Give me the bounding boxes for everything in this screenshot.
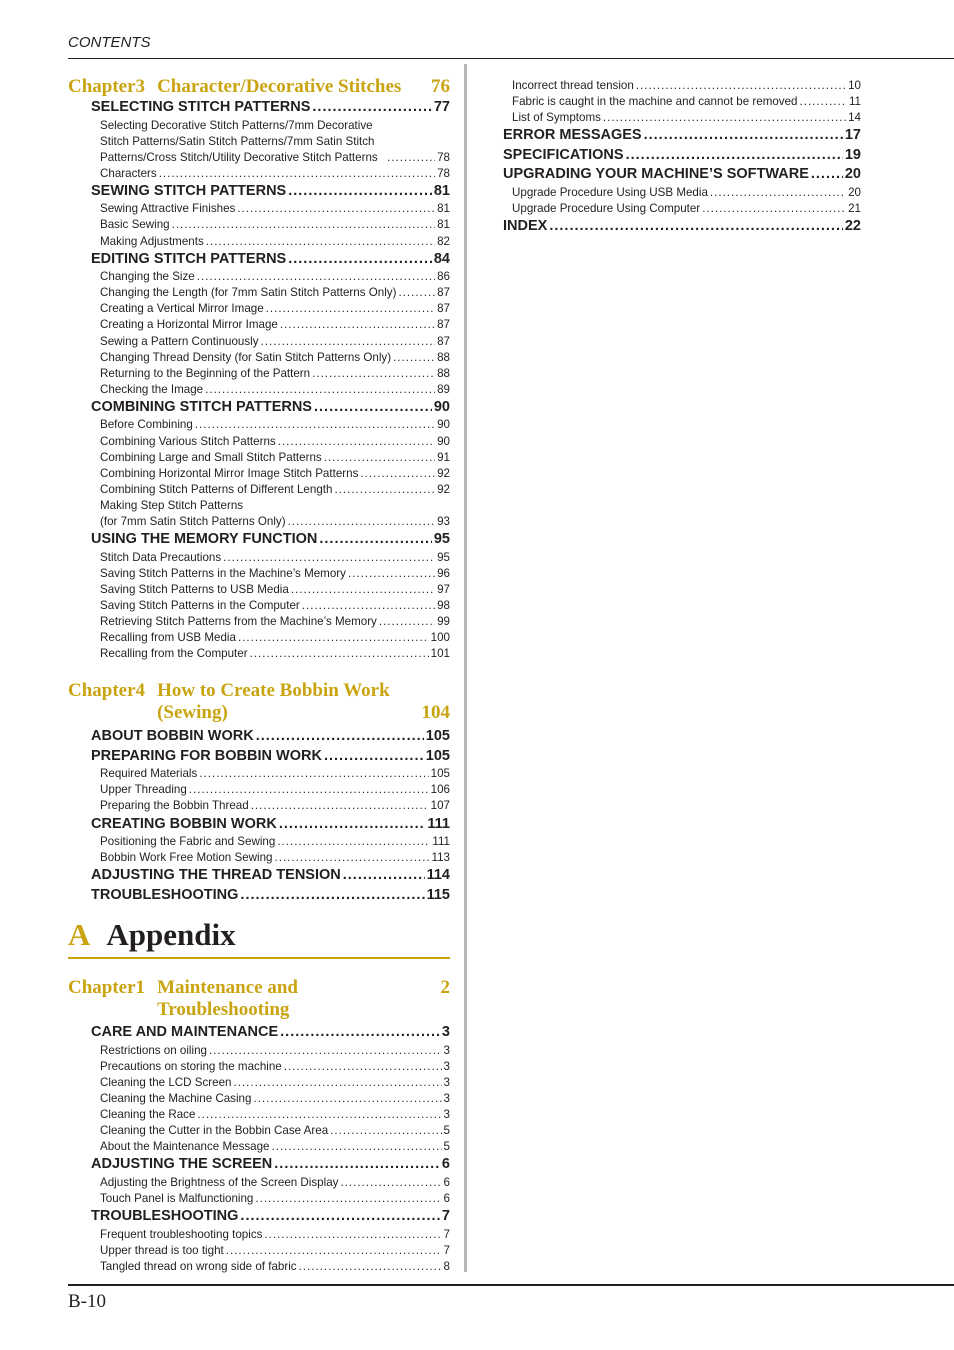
toc-entry[interactable]: Tangled thread on wrong side of fabric ..... 8	[68, 1259, 450, 1275]
header-rule	[68, 58, 954, 59]
toc-entry[interactable]: List of Symptoms ..... 14	[503, 110, 861, 126]
toc-entry[interactable]: Preparing the Bobbin Thread ..... 107	[68, 798, 450, 814]
toc-section[interactable]: SEWING STITCH PATTERNS ..... 81	[68, 182, 450, 202]
toc-entry[interactable]: Combining Horizontal Mirror Image Stitch Patterns ..... 92	[68, 466, 450, 482]
toc-entry[interactable]: Characters ..... 78	[68, 166, 450, 182]
toc-entry[interactable]: (for 7mm Satin Stitch Patterns Only) ..... 93	[68, 514, 450, 530]
toc-entry[interactable]: Upper thread is too tight ..... 7	[68, 1243, 450, 1259]
toc-entry[interactable]: Incorrect thread tension ..... 10	[503, 78, 861, 94]
toc-entry[interactable]: Cleaning the LCD Screen ..... 3	[68, 1075, 450, 1091]
toc-section[interactable]: CREATING BOBBIN WORK ..... 111	[68, 815, 450, 835]
appendix-title: Appendix	[106, 917, 236, 953]
toc-entry[interactable]: Combining Various Stitch Patterns ..... 90	[68, 434, 450, 450]
toc-section[interactable]: SPECIFICATIONS ..... 19	[503, 146, 861, 166]
toc-entry[interactable]: Combining Stitch Patterns of Different Length ..... 92	[68, 482, 450, 498]
toc-section[interactable]: CARE AND MAINTENANCE ..... 3	[68, 1023, 450, 1043]
toc-entry[interactable]: Making Adjustments ..... 82	[68, 234, 450, 250]
running-header: CONTENTS	[68, 34, 151, 51]
toc-entry[interactable]: Precautions on storing the machine ..... 3	[68, 1059, 450, 1075]
toc-chapter-heading[interactable]: Chapter1 Maintenance and Troubleshooting 2	[68, 977, 450, 1021]
toc-entry[interactable]: Fabric is caught in the machine and cannot be removed ..... 11	[503, 94, 861, 110]
toc-entry[interactable]: Sewing Attractive Finishes ..... 81	[68, 201, 450, 217]
column-divider	[464, 64, 467, 1272]
toc-left-column	[68, 76, 450, 1275]
toc-entry[interactable]: Cleaning the Machine Casing ..... 3	[68, 1091, 450, 1107]
toc-entry[interactable]: Recalling from USB Media ..... 100	[68, 630, 450, 646]
toc-entry[interactable]: Required Materials ..... 105	[68, 766, 450, 782]
toc-entry[interactable]: Making Step Stitch Patterns	[100, 498, 244, 512]
toc-entry[interactable]: Touch Panel is Malfunctioning ..... 6	[68, 1191, 450, 1207]
toc-entry[interactable]: Sewing a Pattern Continuously ..... 87	[68, 334, 450, 350]
toc-entry[interactable]: Retrieving Stitch Patterns from the Machine’s Memory ..... 99	[68, 614, 450, 630]
toc-entry[interactable]: Cleaning the Race ..... 3	[68, 1107, 450, 1123]
toc-section[interactable]: ADJUSTING THE THREAD TENSION ..... 114	[68, 866, 450, 886]
toc-entry[interactable]: Frequent troubleshooting topics ..... 7	[68, 1227, 450, 1243]
toc-entry[interactable]: Before Combining ..... 90	[68, 417, 450, 433]
appendix-letter: A	[68, 917, 91, 953]
toc-entry[interactable]: Stitch Data Precautions ..... 95	[68, 550, 450, 566]
toc-entry[interactable]: Saving Stitch Patterns to USB Media ..... 97	[68, 582, 450, 598]
toc-entry[interactable]: Selecting Decorative Stitch Patterns/7mm Decorative Stitch Patterns/Satin Stitch Patterns/7mm Satin Stitch Patterns/Cross Stitch/Utility Decorative Stitch Patterns ..... 78	[68, 118, 450, 166]
toc-section[interactable]: INDEX ..... 22	[503, 217, 861, 237]
toc-entry[interactable]: Adjusting the Brightness of the Screen Display ..... 6	[68, 1175, 450, 1191]
toc-section[interactable]: PREPARING FOR BOBBIN WORK ..... 105	[68, 747, 450, 767]
toc-section[interactable]: SELECTING STITCH PATTERNS ..... 77	[68, 98, 450, 118]
toc-entry[interactable]: Saving Stitch Patterns in the Machine’s Memory ..... 96	[68, 566, 450, 582]
toc-right-column	[503, 78, 861, 236]
toc-section[interactable]: ERROR MESSAGES ..... 17	[503, 126, 861, 146]
toc-entry[interactable]: Basic Sewing ..... 81	[68, 217, 450, 233]
toc-entry[interactable]: Recalling from the Computer ..... 101	[68, 646, 450, 662]
footer-rule	[68, 1284, 954, 1286]
toc-entry[interactable]: Upgrade Procedure Using USB Media ..... 20	[503, 185, 861, 201]
toc-section[interactable]: USING THE MEMORY FUNCTION ..... 95	[68, 530, 450, 550]
toc-section[interactable]: EDITING STITCH PATTERNS ..... 84	[68, 250, 450, 270]
toc-section[interactable]: ADJUSTING THE SCREEN ..... 6	[68, 1155, 450, 1175]
toc-entry[interactable]: About the Maintenance Message ..... 5	[68, 1139, 450, 1155]
toc-entry[interactable]: Changing Thread Density (for Satin Stitch Patterns Only) ..... 88	[68, 350, 450, 366]
toc-section[interactable]: TROUBLESHOOTING ..... 7	[68, 1207, 450, 1227]
toc-section[interactable]: COMBINING STITCH PATTERNS ..... 90	[68, 398, 450, 418]
toc-entry[interactable]: Creating a Vertical Mirror Image ..... 87	[68, 301, 450, 317]
toc-chapter-heading[interactable]: Chapter3 Character/Decorative Stitches 76	[68, 76, 450, 97]
toc-entry[interactable]: Upgrade Procedure Using Computer ..... 21	[503, 201, 861, 217]
toc-section[interactable]: ABOUT BOBBIN WORK ..... 105	[68, 727, 450, 747]
toc-entry[interactable]: Creating a Horizontal Mirror Image ..... 87	[68, 317, 450, 333]
toc-entry[interactable]: Cleaning the Cutter in the Bobbin Case Area ..... 5	[68, 1123, 450, 1139]
toc-section[interactable]: UPGRADING YOUR MACHINE’S SOFTWARE ..... 20	[503, 165, 861, 185]
page-number: B-10	[68, 1291, 106, 1312]
toc-entry[interactable]: Returning to the Beginning of the Pattern ..... 88	[68, 366, 450, 382]
toc-entry[interactable]: Changing the Length (for 7mm Satin Stitch Patterns Only) ..... 87	[68, 285, 450, 301]
toc-entry[interactable]: Positioning the Fabric and Sewing ..... 111	[68, 834, 450, 850]
toc-entry[interactable]: Upper Threading ..... 106	[68, 782, 450, 798]
toc-entry[interactable]: Restrictions on oiling ..... 3	[68, 1043, 450, 1059]
toc-entry[interactable]: Saving Stitch Patterns in the Computer ..... 98	[68, 598, 450, 614]
toc-entry[interactable]: Combining Large and Small Stitch Patterns ..... 91	[68, 450, 450, 466]
appendix-heading	[68, 917, 450, 959]
toc-section[interactable]: TROUBLESHOOTING ..... 115	[68, 886, 450, 906]
toc-chapter-heading[interactable]: Chapter4 How to Create Bobbin Work (Sewing) 104	[68, 680, 450, 724]
toc-entry[interactable]: Bobbin Work Free Motion Sewing ..... 113	[68, 850, 450, 866]
toc-entry[interactable]: Checking the Image ..... 89	[68, 382, 450, 398]
toc-entry[interactable]: Changing the Size ..... 86	[68, 269, 450, 285]
